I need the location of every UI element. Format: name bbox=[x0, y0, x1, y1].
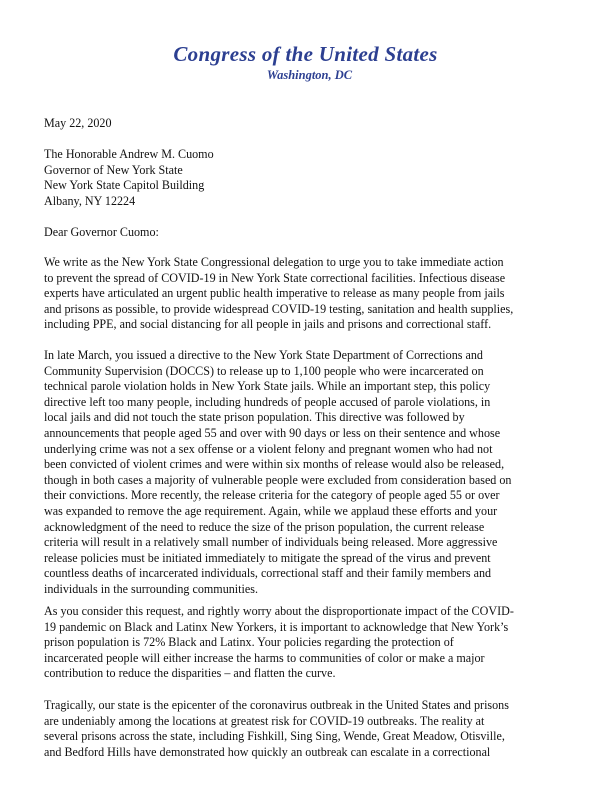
paragraph-line: to prevent the spread of COVID-19 in New York State correctional facilities. Infectious disease bbox=[44, 270, 506, 285]
paragraph-line: several prisons across the state, including Fishkill, Sing Sing, Wende, Great Meadow, Otisville, bbox=[44, 729, 505, 744]
paragraph-line: was expanded to remove the age requirement. Again, while we applaud these efforts and your bbox=[44, 503, 498, 518]
paragraph-line: individuals in the surrounding communities. bbox=[44, 581, 258, 596]
paragraph-4 bbox=[44, 698, 572, 760]
date-line: May 22, 2020 bbox=[44, 116, 112, 130]
recipient-line: Governor of New York State bbox=[44, 162, 183, 177]
paragraph-line: directive left too many people, including hundreds of people accused of parole violations, in bbox=[44, 394, 491, 409]
paragraph-line: prison population is 72% Black and Latinx. Your policies regarding the protection of bbox=[44, 635, 454, 650]
salutation-line: Dear Governor Cuomo: bbox=[44, 225, 159, 239]
recipient-line: Albany, NY 12224 bbox=[44, 193, 136, 208]
paragraph-line: experts have articulated an urgent public health imperative to release as many people from jails bbox=[44, 286, 505, 301]
paragraph-line: and prisons as possible, to provide widespread COVID-19 testing, sanitation and health supplies, bbox=[44, 301, 514, 316]
paragraph-line: In late March, you issued a directive to the New York State Department of Corrections and bbox=[44, 348, 483, 362]
paragraph-line: contribution to reduce the disparities – and flatten the curve. bbox=[44, 666, 336, 681]
letterhead-subtitle: Washington, DC bbox=[266, 68, 353, 82]
recipient-line: The Honorable Andrew M. Cuomo bbox=[44, 147, 214, 161]
paragraph-1 bbox=[44, 255, 572, 333]
paragraph-line: Tragically, our state is the epicenter of the coronavirus outbreak in the United States and prisons bbox=[44, 698, 509, 712]
paragraph-line: technical parole violation holds in New York State jails. While an important step, this policy bbox=[44, 379, 491, 394]
paragraph-line: local jails and did not touch the state prison population. This directive was followed by bbox=[44, 410, 465, 425]
recipient-address bbox=[44, 147, 572, 209]
recipient-line: New York State Capitol Building bbox=[44, 178, 205, 193]
letter-date bbox=[44, 116, 572, 132]
paragraph-line: their convictions. More recently, the release criteria for the category of people aged 55 or over bbox=[44, 488, 500, 503]
paragraph-line: though in both cases a majority of vulnerable people were excluded from consideration based on bbox=[44, 472, 512, 487]
paragraph-line: We write as the New York State Congressional delegation to urge you to take immediate action bbox=[44, 255, 504, 269]
paragraph-2 bbox=[44, 348, 572, 598]
paragraph-line: announcements that people aged 55 and over with 90 days or less on their sentence and whose bbox=[44, 425, 501, 440]
paragraph-line: including PPE, and social distancing for all people in jails and prisons and correctional staff. bbox=[44, 317, 492, 332]
paragraph-line: are undeniably among the locations at greatest risk for COVID-19 outbreaks. The reality at bbox=[44, 713, 485, 728]
salutation bbox=[44, 225, 572, 241]
paragraph-line: release policies must be initiated immediately to mitigate the spread of the virus and prevent bbox=[44, 550, 491, 565]
paragraph-line: 19 pandemic on Black and Latinx New Yorkers, it is important to acknowledge that New York’s bbox=[44, 619, 509, 634]
paragraph-line: underlying crime was not a sex offense or a violent felony and pregnant women who had not bbox=[44, 441, 493, 456]
paragraph-line: been convicted of violent crimes and were within six months of release would also be released, bbox=[44, 457, 505, 472]
paragraph-line: acknowledgment of the need to reduce the size of the prison population, the current release bbox=[44, 519, 485, 534]
paragraph-line: criteria will result in a relatively small number of individuals being released. More aggressive bbox=[44, 535, 498, 550]
paragraph-line: incarcerated people will either increase the harms to communities of color or make a major bbox=[44, 650, 485, 665]
letterhead-title: Congress of the United States bbox=[173, 42, 438, 66]
paragraph-line: As you consider this request, and rightly worry about the disproportionate impact of the COVID- bbox=[44, 604, 514, 618]
paragraph-line: countless deaths of incarcerated individuals, correctional staff and their family members and bbox=[44, 566, 492, 581]
paragraph-3 bbox=[44, 604, 572, 682]
letterhead bbox=[0, 42, 611, 83]
paragraph-line: and Bedford Hills have demonstrated how quickly an outbreak can escalate in a correctional bbox=[44, 744, 491, 759]
paragraph-line: Community Supervision (DOCCS) to release up to 1,100 people who were incarcerated on bbox=[44, 363, 484, 378]
